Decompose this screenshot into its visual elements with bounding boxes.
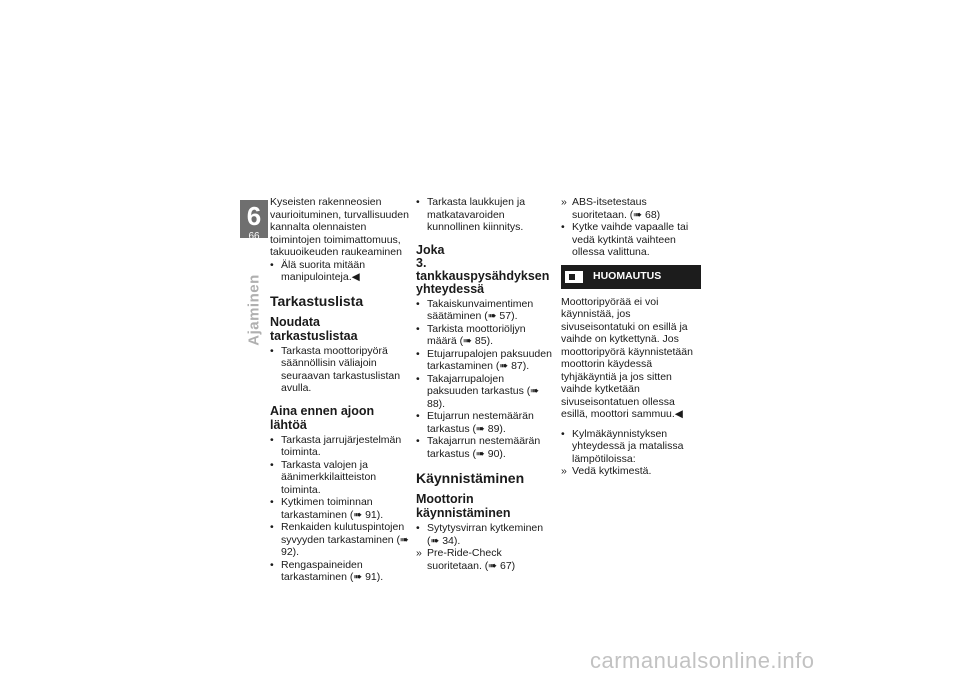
bullet-marker: • [270, 458, 274, 471]
list-item [270, 345, 410, 395]
page-number: 66 [248, 231, 260, 242]
list-item-text: Etujarrupalojen paksuuden tarkastaminen (➠ 87). [427, 347, 552, 372]
list-item-text: Tarkista moottoriöljyn määrä (➠ 85). [427, 322, 526, 347]
bullet-marker: • [416, 322, 420, 335]
notice-text: Moottoripyörää ei voi käynnistää, jos sivuseisontatuki on esillä ja vaihde on kytkettynä. Jos moottoripyörä käynnistetään moottorin käydessä tyhjäkäyntiä ja jos sitten vaihde kytketään sivuseisontatuen ollessa esillä, moottori sammuu.◀ [561, 295, 693, 420]
list-item-text: Tarkasta laukkujen ja matkatavaroiden kunnollinen kiinnitys. [427, 196, 526, 233]
step-marker: » [561, 196, 567, 208]
list-item [270, 496, 410, 521]
bullet-marker: • [270, 433, 274, 446]
list-item [270, 559, 410, 584]
chapter-number: 6 [246, 201, 262, 231]
list-item-text: Takaiskunvaimentimen säätäminen (➠ 57). [427, 297, 534, 322]
list-item-text: Tarkasta jarrujärjestelmän toiminta. [281, 433, 402, 458]
list-item-text: Etujarrun nestemäärän tarkastus (➠ 89). [427, 410, 534, 435]
side-label-text: Ajaminen [245, 274, 263, 346]
list-item [416, 522, 556, 547]
heading-kaynnistaminen: Käynnistäminen [416, 470, 525, 486]
chapter-tab [240, 200, 268, 242]
list-item-text: Kylmäkäynnistyksen yhteydessä ja matalissa lämpötiloissa: [572, 427, 684, 465]
intro-text: Kyseisten rakenneosien vaurioituminen, turvallisuuden kannalta olennaisten toimintojen toimimattomuus, takuuoikeuden raukeaminen [270, 196, 409, 258]
list-item-text: Sytytysvirran kytkeminen (➠ 34). [427, 522, 544, 547]
heading-joka-line2: 3. tankkauspysähdyksen yhteydessä [416, 255, 550, 296]
bullet-marker: • [270, 521, 274, 533]
step-item [561, 196, 701, 221]
list-item [561, 221, 701, 259]
bullet-marker: • [416, 522, 420, 534]
bullet-marker: • [416, 297, 420, 310]
heading-noudata: Noudata tarkastuslistaa [270, 314, 358, 343]
heading-joka-line1: Joka [416, 242, 445, 257]
list-item-text: Takajarrupalojen paksuuden tarkastus (➠ 88). [427, 372, 540, 410]
list-item [416, 323, 556, 348]
list-item-text: Älä suorita mitään manipulointeja.◀ [281, 258, 366, 283]
list-item [416, 196, 556, 234]
step-item-text: Vedä kytkimestä. [572, 465, 652, 477]
list-item-text: Takajarrun nestemäärän tarkastus (➠ 90). [427, 435, 541, 460]
step-item-text: Pre-Ride-Check suoritetaan. (➠ 67) [427, 547, 516, 572]
bullet-marker: • [416, 196, 420, 208]
bullet-marker: • [416, 410, 420, 422]
bullet-marker: • [416, 372, 420, 385]
column-3 [561, 196, 701, 478]
step-item-text: ABS-itsetestaus suoritetaan. (➠ 68) [572, 196, 661, 221]
list-item-text: Kytke vaihde vapaalle tai vedä kytkintä vaihteen ollessa valittuna. [572, 221, 689, 258]
watermark: carmanualsonline.info [590, 648, 815, 673]
heading-joka [416, 244, 556, 296]
bullet-marker: • [270, 344, 274, 357]
bullet-marker: • [416, 347, 420, 360]
bullet-marker: • [561, 221, 565, 233]
list-item [270, 434, 410, 459]
bullet-marker: • [270, 258, 274, 271]
step-marker: » [416, 547, 422, 559]
bullet-marker: • [270, 558, 274, 571]
list-item [270, 459, 410, 497]
list-item-text: Tarkasta valojen ja äänimerkkilaitteiston toiminta. [281, 458, 377, 496]
bullet-marker: • [561, 427, 565, 440]
chapter-number-box [240, 200, 268, 242]
step-item [561, 465, 701, 478]
notice-box [561, 265, 701, 289]
list-item-text: Rengaspaineiden tarkastaminen (➠ 91). [281, 558, 384, 583]
heading-aina: Aina ennen ajoon lähtöä [270, 403, 375, 432]
column-2 [416, 196, 556, 572]
list-item [561, 428, 701, 466]
list-item [416, 435, 556, 460]
list-item [270, 521, 410, 559]
step-item [416, 547, 556, 572]
list-item [416, 298, 556, 323]
heading-moottorin: Moottorin käynnistäminen [416, 492, 511, 520]
list-item [416, 373, 556, 411]
list-item [416, 410, 556, 435]
list-item [270, 259, 410, 284]
bullet-marker: • [416, 435, 420, 447]
heading-tarkastuslista: Tarkastuslista [270, 292, 364, 309]
bullet-marker: • [270, 496, 274, 508]
column-1 [270, 196, 410, 584]
side-section-label [236, 245, 272, 375]
step-marker: » [561, 465, 567, 477]
notice-icon [565, 271, 583, 283]
list-item-text: Tarkasta moottoripyörä säännöllisin väliajoin seuraavan tarkastuslistan avulla. [281, 344, 401, 394]
list-item-text: Kytkimen toiminnan tarkastaminen (➠ 91). [281, 496, 384, 521]
notice-title: HUOMAUTUS [593, 270, 662, 283]
list-item [416, 348, 556, 373]
list-item-text: Renkaiden kulutuspintojen syvyyden tarkastaminen (➠ 92). [281, 521, 409, 558]
